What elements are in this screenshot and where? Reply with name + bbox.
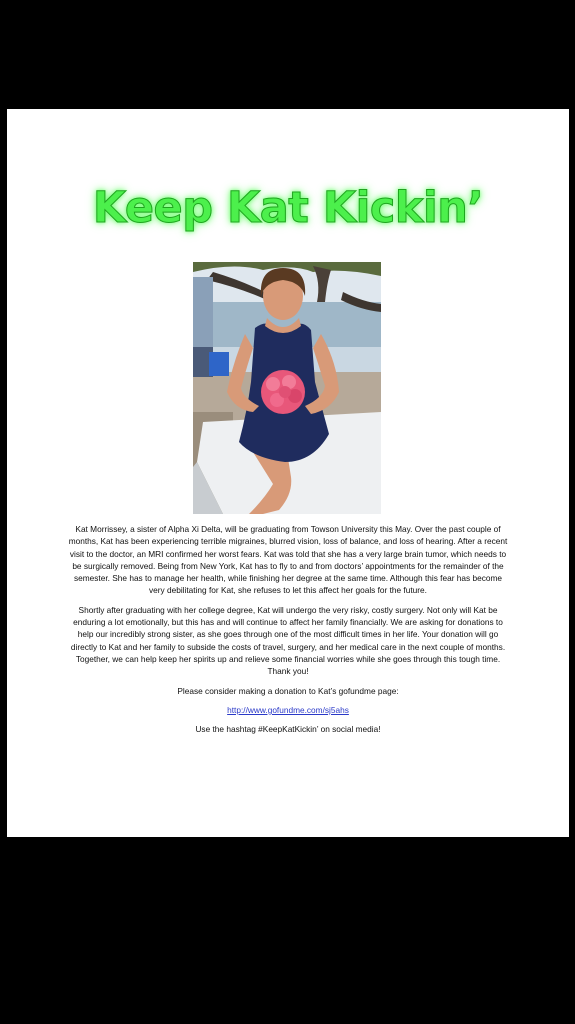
- flyer-page: [7, 109, 569, 837]
- story-paragraph: Kat Morrissey, a sister of Alpha Xi Delta, will be graduating from Towson University this May. Over the past couple of months, Kat has been experiencing terrible migraines, blurred vision, loss of balance, and loss of hearing. After a recent visit to the doctor, an MRI confirmed her worst fears. Kat was told that she has a very large brain tumor, which needs to be surgically removed. Being from New York, Kat has to fly to and from doctors’ appointments for the remainder of the semester. She has to manage her health, while finishing her degree at the same time. Although this fear has become very debilitating for Kat, she refuses to let this affect her goals for the future.: [68, 524, 508, 596]
- appeal-paragraph: Shortly after graduating with her college degree, Kat will undergo the very risky, costly surgery. Not only will Kat be enduring a lot emotionally, but this has and will continue to affect her family financially. We are asking for donations to help our incredibly strong sister, as she goes through one of the most difficult times in her life. Your donation will go directly to Kat and her family to subside the costs of travel, surgery, and her medical care in the next couple of months. Together, we can help keep her spirits up and relieve some financial worries while she goes through this tough time. Thank you!: [70, 604, 506, 677]
- hashtag-line: Use the hashtag #KeepKatKickin’ on social media!: [195, 724, 381, 735]
- flyer-title: Keep Kat Kickin’: [92, 183, 484, 233]
- flyer-body: [67, 523, 509, 742]
- donation-prompt: Please consider making a donation to Kat’s gofundme page:: [177, 685, 399, 696]
- kat-photo: [193, 262, 381, 514]
- gofundme-link[interactable]: http://www.gofundme.com/sj5ahs: [227, 704, 349, 715]
